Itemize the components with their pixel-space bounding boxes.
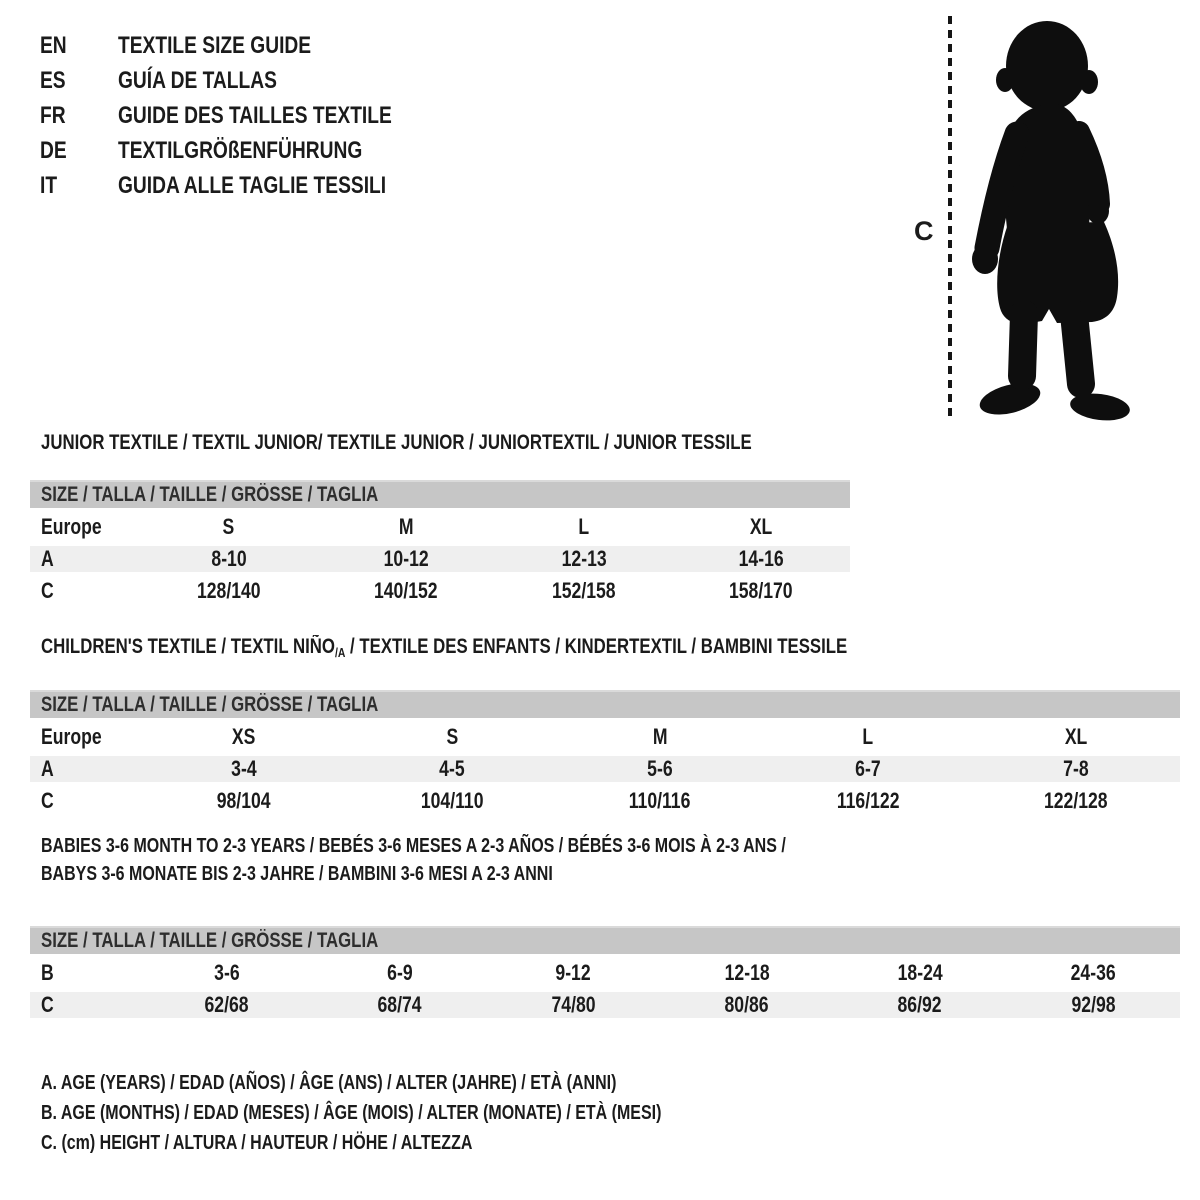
height-value: 140/152 — [374, 578, 439, 603]
height-value: 80/86 — [724, 992, 769, 1017]
section-title-junior: JUNIOR TEXTILE / TEXTIL JUNIOR/ TEXTILE JUNIOR / JUNIORTEXTIL / JUNIOR TESSILE — [41, 431, 752, 454]
size-header-bar: SIZE / TALLA / TAILLE / GRÖSSE / TAGLIA — [30, 926, 1180, 954]
table-row-height — [30, 989, 1180, 1021]
size-value: L — [578, 514, 590, 539]
age-value: 12-13 — [561, 546, 607, 571]
table-row-height — [30, 575, 850, 607]
section-title-children: CHILDREN'S TEXTILE / TEXTIL $NIÑO_{/A}$ / TEXTILE DES ENFANTS / KINDERTEXTIL / BAMBINI TESSILE — [41, 635, 848, 660]
months-value: 24-36 — [1070, 960, 1116, 985]
size-value: S — [222, 514, 235, 539]
height-value: 152/158 — [551, 578, 616, 603]
measurement-legend — [30, 1068, 817, 1158]
size-value: M — [652, 724, 668, 749]
children-textile-section — [30, 636, 1180, 817]
nino-a-subscript: /A — [334, 645, 346, 660]
language-row-en — [40, 28, 460, 63]
language-code: FR — [40, 101, 66, 129]
row-label: C — [41, 788, 54, 813]
legend-line-a: A. AGE (YEARS) / EDAD (AÑOS) / ÂGE (ANS) / ALTER (JAHRE) / ETÀ (ANNI) — [41, 1072, 617, 1094]
size-value: S — [446, 724, 458, 749]
age-value: 7-8 — [1063, 756, 1089, 781]
row-label: A — [41, 546, 54, 571]
size-value: L — [862, 724, 874, 749]
language-code: ES — [40, 66, 66, 94]
table-row-europe — [30, 511, 850, 543]
legend-line-b: B. AGE (MONTHS) / EDAD (MESES) / ÂGE (MOIS) / ALTER (MONATE) / ETÀ (MESI) — [41, 1102, 662, 1124]
height-value: 92/98 — [1071, 992, 1116, 1017]
months-value: 6-9 — [387, 960, 413, 985]
height-value: 110/116 — [629, 788, 691, 813]
language-code: IT — [40, 171, 58, 199]
language-code: DE — [40, 136, 67, 164]
age-value: 14-16 — [738, 546, 784, 571]
row-label: B — [41, 960, 54, 985]
language-title: TEXTILGRÖßENFÜHRUNG — [118, 136, 363, 164]
age-value: 5-6 — [647, 756, 673, 781]
age-value: 4-5 — [439, 756, 465, 781]
size-value: M — [398, 514, 414, 539]
height-measure-label-c: C — [914, 216, 934, 246]
months-value: 18-24 — [897, 960, 943, 985]
language-title: TEXTILE SIZE GUIDE — [118, 31, 312, 59]
language-title: GUIDA ALLE TAGLIE TESSILI — [118, 171, 387, 199]
height-value: 128/140 — [196, 578, 261, 603]
height-value: 68/74 — [377, 992, 423, 1017]
size-value: XS — [232, 724, 256, 749]
age-value: 10-12 — [383, 546, 429, 571]
size-header-bar: SIZE / TALLA / TAILLE / GRÖSSE / TAGLIA — [30, 480, 850, 508]
height-value: 122/128 — [1044, 788, 1108, 813]
table-row-age — [30, 753, 1180, 785]
months-value: 12-18 — [724, 960, 770, 985]
table-row-europe — [30, 721, 1180, 753]
language-code: EN — [40, 31, 67, 59]
babies-textile-section — [30, 832, 1180, 1021]
months-value: 9-12 — [555, 960, 591, 985]
table-row-height — [30, 785, 1180, 817]
language-title: GUIDE DES TAILLES TEXTILE — [118, 101, 392, 129]
height-value: 158/170 — [729, 578, 794, 603]
months-value: 3-6 — [213, 960, 240, 985]
size-value: XL — [750, 514, 773, 539]
baby-silhouette-icon — [962, 14, 1142, 424]
row-label: Europe — [41, 724, 102, 749]
legend-line-c: C. (cm) HEIGHT / ALTURA / HAUTEUR / HÖHE / ALTEZZA — [41, 1132, 473, 1154]
size-header-bar: SIZE / TALLA / TAILLE / GRÖSSE / TAGLIA — [30, 690, 1180, 718]
language-title-list — [40, 28, 460, 203]
language-row-de — [40, 133, 460, 168]
height-value: 104/110 — [420, 788, 484, 813]
language-title: GUÍA DE TALLAS — [118, 66, 277, 94]
row-label: C — [41, 578, 54, 603]
language-row-fr — [40, 98, 460, 133]
language-row-es — [40, 63, 460, 98]
age-value: 3-4 — [231, 756, 257, 781]
age-value: 6-7 — [855, 756, 881, 781]
row-label: Europe — [41, 514, 102, 539]
table-row-age — [30, 543, 850, 575]
height-value: 116/122 — [836, 788, 900, 813]
language-row-it — [40, 168, 460, 203]
size-value: XL — [1064, 724, 1088, 749]
row-label: A — [41, 756, 54, 781]
table-row-months — [30, 957, 1180, 989]
height-value: 62/68 — [204, 992, 249, 1017]
age-value: 8-10 — [211, 546, 247, 571]
height-value: 86/92 — [897, 992, 943, 1017]
height-measure-dashed-line — [948, 16, 952, 416]
row-label: C — [41, 992, 54, 1017]
junior-textile-section — [30, 432, 850, 607]
height-value: 74/80 — [551, 992, 596, 1017]
section-title-babies: BABIES 3-6 MONTH TO 2-3 YEARS / BEBÉS 3-6 MESES A 2-3 AÑOS / BÉBÉS 3-6 MOIS À 2-3 ANS / BABYS 3-6 MONATE BIS 2-3 JAHRE / BAMBINI 3-6 MESI A 2-3 ANNI — [41, 835, 786, 885]
height-value: 98/104 — [217, 788, 271, 813]
